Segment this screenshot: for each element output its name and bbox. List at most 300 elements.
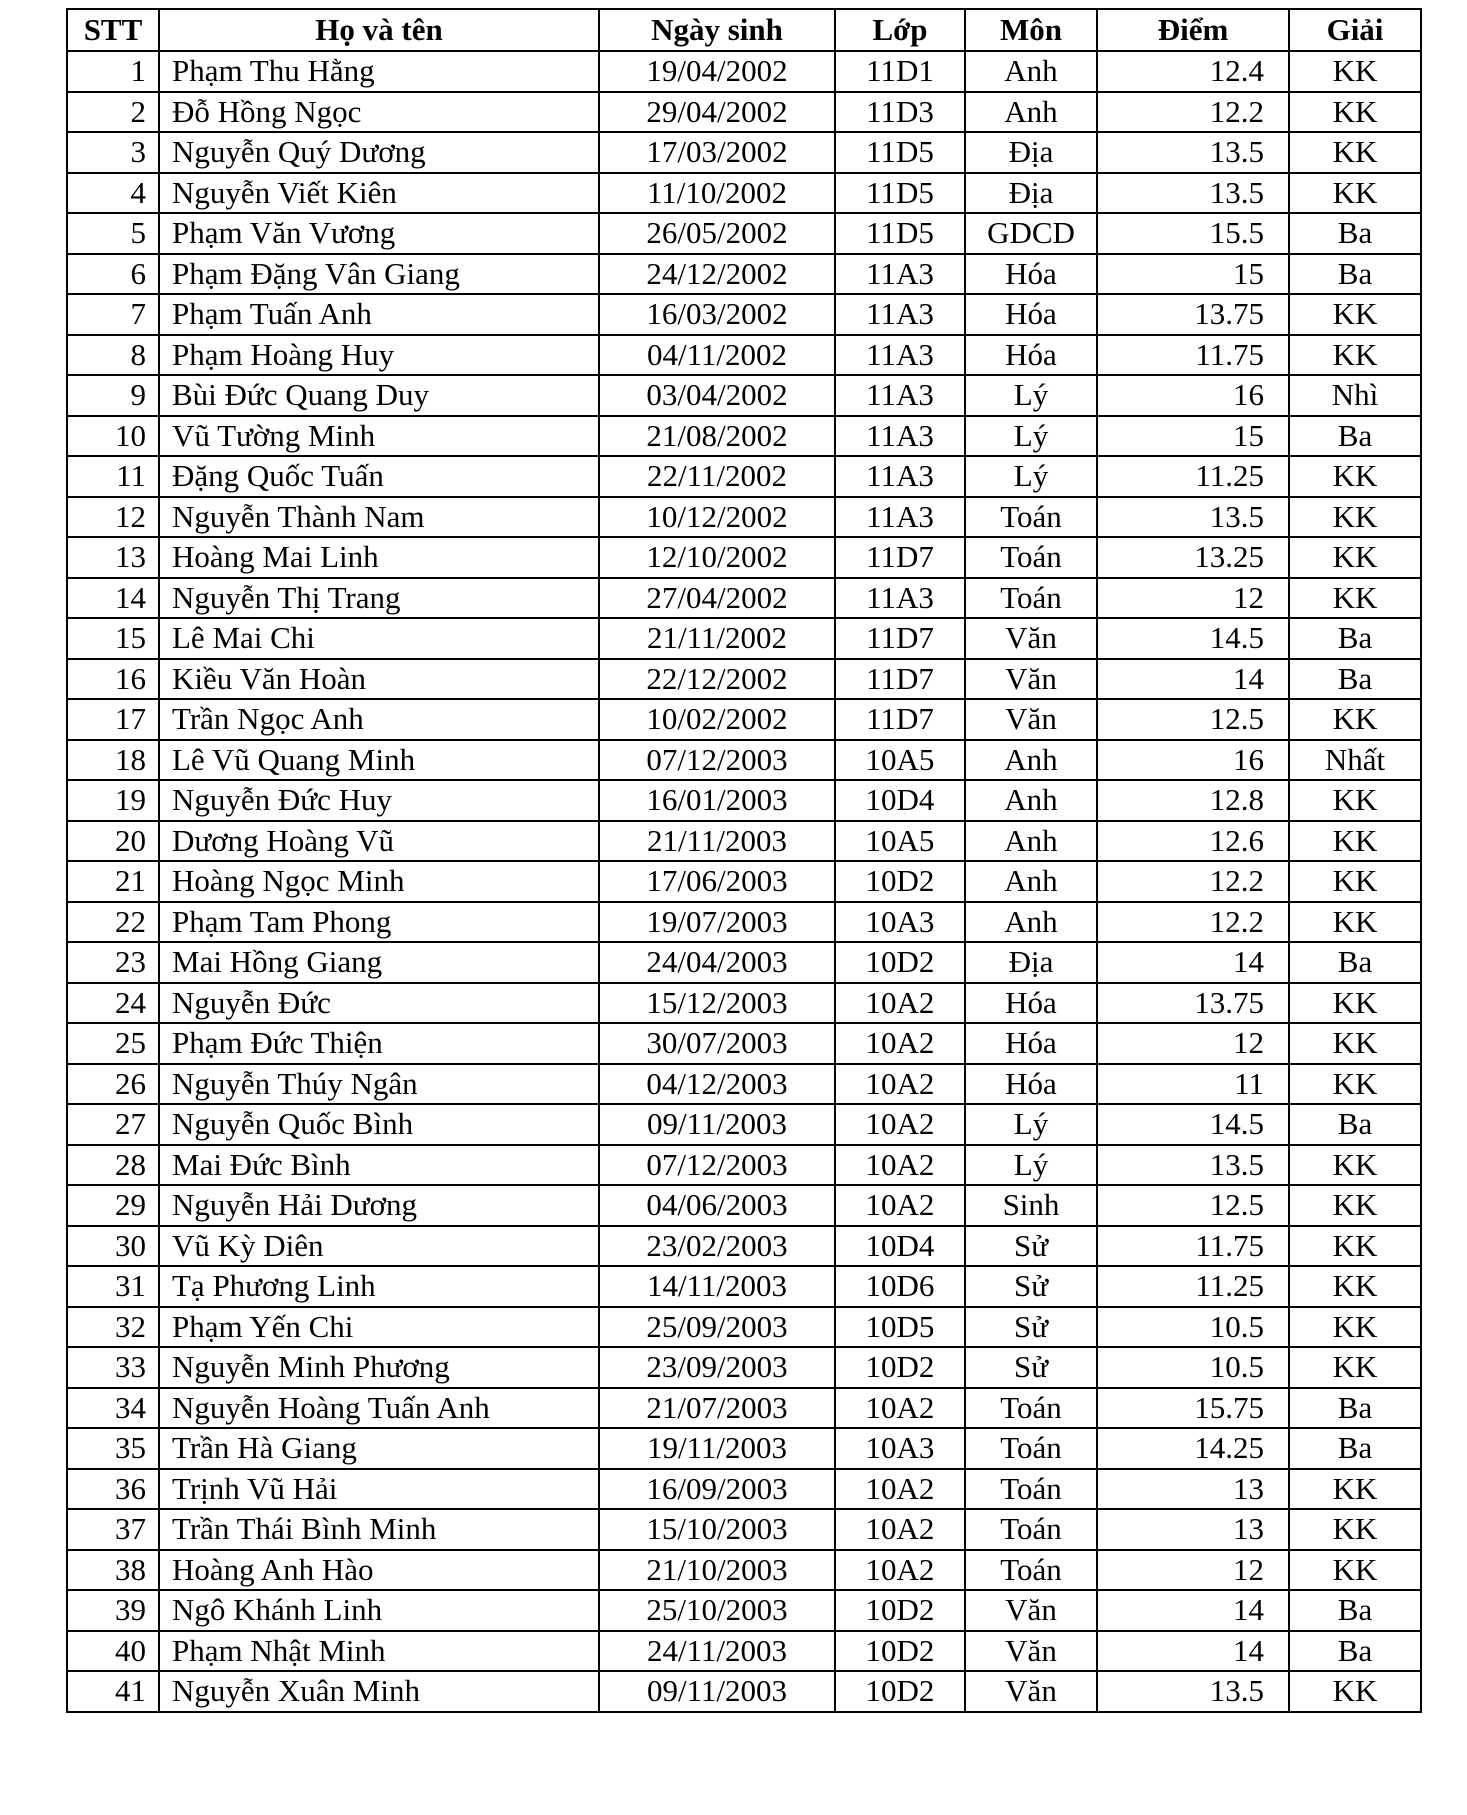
cell-prize: KK <box>1289 1550 1421 1591</box>
cell-prize: KK <box>1289 497 1421 538</box>
cell-prize: KK <box>1289 92 1421 133</box>
cell-subject: Văn <box>965 1590 1097 1631</box>
header-name: Họ và tên <box>159 9 599 51</box>
cell-score: 12.5 <box>1097 699 1289 740</box>
cell-name: Nguyễn Minh Phương <box>159 1347 599 1388</box>
cell-score: 15 <box>1097 254 1289 295</box>
cell-dob: 26/05/2002 <box>599 213 835 254</box>
table-row <box>67 537 1421 578</box>
cell-score: 14 <box>1097 659 1289 700</box>
cell-stt: 9 <box>67 375 159 416</box>
cell-name: Trần Thái Bình Minh <box>159 1509 599 1550</box>
cell-subject: GDCD <box>965 213 1097 254</box>
cell-prize: KK <box>1289 173 1421 214</box>
cell-prize: KK <box>1289 1064 1421 1105</box>
cell-score: 16 <box>1097 375 1289 416</box>
cell-class: 10A2 <box>835 1185 965 1226</box>
table-row <box>67 1671 1421 1712</box>
cell-subject: Lý <box>965 375 1097 416</box>
cell-stt: 17 <box>67 699 159 740</box>
cell-score: 11.25 <box>1097 456 1289 497</box>
cell-name: Trịnh Vũ Hải <box>159 1469 599 1510</box>
cell-prize: Ba <box>1289 1104 1421 1145</box>
cell-class: 10A2 <box>835 1509 965 1550</box>
cell-class: 10A5 <box>835 821 965 862</box>
cell-prize: KK <box>1289 1509 1421 1550</box>
cell-subject: Hóa <box>965 335 1097 376</box>
cell-name: Nguyễn Đức <box>159 983 599 1024</box>
cell-stt: 40 <box>67 1631 159 1672</box>
cell-class: 11A3 <box>835 335 965 376</box>
cell-name: Phạm Nhật Minh <box>159 1631 599 1672</box>
cell-score: 14 <box>1097 942 1289 983</box>
cell-prize: KK <box>1289 1347 1421 1388</box>
header-prize: Giải <box>1289 9 1421 51</box>
cell-stt: 38 <box>67 1550 159 1591</box>
cell-score: 11 <box>1097 1064 1289 1105</box>
cell-class: 11D7 <box>835 537 965 578</box>
table-row <box>67 1388 1421 1429</box>
cell-dob: 19/11/2003 <box>599 1428 835 1469</box>
cell-score: 12.8 <box>1097 780 1289 821</box>
cell-prize: KK <box>1289 1469 1421 1510</box>
cell-score: 12.2 <box>1097 902 1289 943</box>
cell-prize: KK <box>1289 578 1421 619</box>
cell-subject: Sử <box>965 1347 1097 1388</box>
cell-subject: Anh <box>965 780 1097 821</box>
cell-prize: Ba <box>1289 416 1421 457</box>
cell-name: Đặng Quốc Tuấn <box>159 456 599 497</box>
cell-name: Nguyễn Quốc Bình <box>159 1104 599 1145</box>
cell-stt: 11 <box>67 456 159 497</box>
cell-class: 11D3 <box>835 92 965 133</box>
cell-name: Phạm Đức Thiện <box>159 1023 599 1064</box>
cell-class: 10A2 <box>835 1145 965 1186</box>
cell-subject: Hóa <box>965 1064 1097 1105</box>
cell-dob: 04/12/2003 <box>599 1064 835 1105</box>
cell-subject: Anh <box>965 51 1097 92</box>
cell-class: 10A2 <box>835 1388 965 1429</box>
cell-score: 13.75 <box>1097 294 1289 335</box>
cell-subject: Toán <box>965 1469 1097 1510</box>
table-row <box>67 1307 1421 1348</box>
cell-class: 10A2 <box>835 983 965 1024</box>
cell-class: 10D4 <box>835 1226 965 1267</box>
cell-name: Hoàng Anh Hào <box>159 1550 599 1591</box>
table-row <box>67 780 1421 821</box>
header-class: Lớp <box>835 9 965 51</box>
cell-name: Phạm Thu Hằng <box>159 51 599 92</box>
cell-subject: Sử <box>965 1307 1097 1348</box>
cell-subject: Hóa <box>965 983 1097 1024</box>
cell-prize: Ba <box>1289 1631 1421 1672</box>
cell-dob: 15/12/2003 <box>599 983 835 1024</box>
cell-class: 11D1 <box>835 51 965 92</box>
table-row <box>67 1145 1421 1186</box>
table-row <box>67 1266 1421 1307</box>
cell-class: 11A3 <box>835 294 965 335</box>
table-row <box>67 983 1421 1024</box>
table-row <box>67 699 1421 740</box>
cell-subject: Lý <box>965 1104 1097 1145</box>
cell-dob: 09/11/2003 <box>599 1671 835 1712</box>
cell-score: 10.5 <box>1097 1307 1289 1348</box>
cell-name: Nguyễn Đức Huy <box>159 780 599 821</box>
cell-stt: 30 <box>67 1226 159 1267</box>
cell-stt: 26 <box>67 1064 159 1105</box>
cell-score: 14.25 <box>1097 1428 1289 1469</box>
cell-prize: KK <box>1289 699 1421 740</box>
cell-subject: Địa <box>965 942 1097 983</box>
table-row <box>67 1347 1421 1388</box>
cell-name: Đỗ Hồng Ngọc <box>159 92 599 133</box>
cell-prize: KK <box>1289 456 1421 497</box>
cell-dob: 10/12/2002 <box>599 497 835 538</box>
cell-subject: Văn <box>965 1671 1097 1712</box>
cell-stt: 21 <box>67 861 159 902</box>
cell-prize: KK <box>1289 335 1421 376</box>
cell-dob: 21/08/2002 <box>599 416 835 457</box>
cell-score: 14.5 <box>1097 618 1289 659</box>
cell-class: 11A3 <box>835 456 965 497</box>
cell-name: Nguyễn Thúy Ngân <box>159 1064 599 1105</box>
cell-prize: KK <box>1289 821 1421 862</box>
cell-score: 16 <box>1097 740 1289 781</box>
table-row <box>67 659 1421 700</box>
table-row <box>67 1590 1421 1631</box>
cell-stt: 33 <box>67 1347 159 1388</box>
cell-subject: Văn <box>965 618 1097 659</box>
cell-stt: 32 <box>67 1307 159 1348</box>
cell-stt: 1 <box>67 51 159 92</box>
cell-name: Trần Hà Giang <box>159 1428 599 1469</box>
cell-class: 11D5 <box>835 132 965 173</box>
cell-class: 10D2 <box>835 861 965 902</box>
header-row <box>67 9 1421 51</box>
table-row <box>67 375 1421 416</box>
cell-class: 11A3 <box>835 497 965 538</box>
cell-dob: 23/02/2003 <box>599 1226 835 1267</box>
cell-score: 12 <box>1097 1550 1289 1591</box>
cell-name: Phạm Đặng Vân Giang <box>159 254 599 295</box>
table-body <box>67 51 1421 1712</box>
cell-stt: 25 <box>67 1023 159 1064</box>
table-row <box>67 902 1421 943</box>
cell-score: 15 <box>1097 416 1289 457</box>
cell-dob: 25/10/2003 <box>599 1590 835 1631</box>
cell-dob: 19/07/2003 <box>599 902 835 943</box>
table-row <box>67 294 1421 335</box>
cell-class: 10D2 <box>835 1671 965 1712</box>
cell-name: Lê Vũ Quang Minh <box>159 740 599 781</box>
table-row <box>67 740 1421 781</box>
cell-class: 10D2 <box>835 1347 965 1388</box>
cell-score: 13.5 <box>1097 1145 1289 1186</box>
cell-score: 12.2 <box>1097 861 1289 902</box>
table-row <box>67 51 1421 92</box>
cell-stt: 14 <box>67 578 159 619</box>
table-row <box>67 497 1421 538</box>
cell-class: 10D2 <box>835 942 965 983</box>
cell-name: Bùi Đức Quang Duy <box>159 375 599 416</box>
cell-subject: Toán <box>965 497 1097 538</box>
cell-prize: KK <box>1289 1266 1421 1307</box>
cell-class: 10D4 <box>835 780 965 821</box>
cell-dob: 21/11/2003 <box>599 821 835 862</box>
cell-score: 12 <box>1097 578 1289 619</box>
cell-dob: 04/11/2002 <box>599 335 835 376</box>
cell-dob: 24/11/2003 <box>599 1631 835 1672</box>
cell-stt: 37 <box>67 1509 159 1550</box>
table-row <box>67 821 1421 862</box>
table-row <box>67 1509 1421 1550</box>
cell-subject: Hóa <box>965 254 1097 295</box>
cell-class: 11D7 <box>835 618 965 659</box>
cell-score: 13.75 <box>1097 983 1289 1024</box>
cell-name: Nguyễn Thành Nam <box>159 497 599 538</box>
cell-stt: 34 <box>67 1388 159 1429</box>
cell-prize: Ba <box>1289 213 1421 254</box>
cell-dob: 16/09/2003 <box>599 1469 835 1510</box>
cell-stt: 22 <box>67 902 159 943</box>
cell-stt: 23 <box>67 942 159 983</box>
cell-prize: Ba <box>1289 1428 1421 1469</box>
cell-stt: 20 <box>67 821 159 862</box>
cell-score: 12.4 <box>1097 51 1289 92</box>
cell-class: 11D5 <box>835 213 965 254</box>
cell-stt: 15 <box>67 618 159 659</box>
cell-dob: 14/11/2003 <box>599 1266 835 1307</box>
cell-prize: Ba <box>1289 618 1421 659</box>
cell-stt: 18 <box>67 740 159 781</box>
cell-dob: 23/09/2003 <box>599 1347 835 1388</box>
cell-dob: 12/10/2002 <box>599 537 835 578</box>
cell-stt: 29 <box>67 1185 159 1226</box>
cell-dob: 03/04/2002 <box>599 375 835 416</box>
table-row <box>67 254 1421 295</box>
table-row <box>67 861 1421 902</box>
cell-class: 10A2 <box>835 1023 965 1064</box>
cell-dob: 21/10/2003 <box>599 1550 835 1591</box>
cell-class: 11D7 <box>835 699 965 740</box>
cell-prize: KK <box>1289 1307 1421 1348</box>
cell-score: 14 <box>1097 1631 1289 1672</box>
cell-dob: 17/06/2003 <box>599 861 835 902</box>
cell-prize: KK <box>1289 1226 1421 1267</box>
cell-stt: 31 <box>67 1266 159 1307</box>
cell-class: 11A3 <box>835 578 965 619</box>
cell-stt: 36 <box>67 1469 159 1510</box>
cell-name: Tạ Phương Linh <box>159 1266 599 1307</box>
cell-name: Nguyễn Viết Kiên <box>159 173 599 214</box>
cell-subject: Toán <box>965 537 1097 578</box>
cell-subject: Lý <box>965 416 1097 457</box>
cell-stt: 13 <box>67 537 159 578</box>
cell-name: Ngô Khánh Linh <box>159 1590 599 1631</box>
cell-stt: 39 <box>67 1590 159 1631</box>
cell-subject: Lý <box>965 1145 1097 1186</box>
header-dob: Ngày sinh <box>599 9 835 51</box>
table-row <box>67 213 1421 254</box>
cell-name: Trần Ngọc Anh <box>159 699 599 740</box>
cell-name: Nguyễn Xuân Minh <box>159 1671 599 1712</box>
cell-prize: KK <box>1289 1185 1421 1226</box>
cell-subject: Địa <box>965 173 1097 214</box>
cell-class: 10A2 <box>835 1064 965 1105</box>
cell-prize: KK <box>1289 537 1421 578</box>
cell-prize: KK <box>1289 861 1421 902</box>
cell-stt: 27 <box>67 1104 159 1145</box>
cell-dob: 15/10/2003 <box>599 1509 835 1550</box>
cell-dob: 24/12/2002 <box>599 254 835 295</box>
cell-prize: KK <box>1289 132 1421 173</box>
cell-score: 11.75 <box>1097 335 1289 376</box>
table-row <box>67 1428 1421 1469</box>
cell-stt: 35 <box>67 1428 159 1469</box>
cell-stt: 10 <box>67 416 159 457</box>
table-row <box>67 1631 1421 1672</box>
cell-dob: 07/12/2003 <box>599 1145 835 1186</box>
cell-dob: 21/07/2003 <box>599 1388 835 1429</box>
cell-subject: Hóa <box>965 294 1097 335</box>
cell-score: 13.5 <box>1097 173 1289 214</box>
cell-subject: Địa <box>965 132 1097 173</box>
cell-score: 12.2 <box>1097 92 1289 133</box>
cell-class: 10D5 <box>835 1307 965 1348</box>
cell-subject: Lý <box>965 456 1097 497</box>
table-row <box>67 1104 1421 1145</box>
table-row <box>67 1469 1421 1510</box>
cell-subject: Anh <box>965 902 1097 943</box>
cell-prize: Ba <box>1289 1388 1421 1429</box>
cell-name: Nguyễn Hải Dương <box>159 1185 599 1226</box>
cell-class: 10D6 <box>835 1266 965 1307</box>
cell-stt: 16 <box>67 659 159 700</box>
cell-score: 12.5 <box>1097 1185 1289 1226</box>
cell-name: Mai Đức Bình <box>159 1145 599 1186</box>
table-row <box>67 578 1421 619</box>
header-stt: STT <box>67 9 159 51</box>
cell-score: 13 <box>1097 1509 1289 1550</box>
cell-score: 11.25 <box>1097 1266 1289 1307</box>
cell-name: Phạm Yến Chi <box>159 1307 599 1348</box>
cell-stt: 24 <box>67 983 159 1024</box>
table-row <box>67 942 1421 983</box>
cell-score: 13.5 <box>1097 1671 1289 1712</box>
cell-class: 10A3 <box>835 902 965 943</box>
cell-dob: 17/03/2002 <box>599 132 835 173</box>
cell-dob: 16/01/2003 <box>599 780 835 821</box>
cell-subject: Sử <box>965 1226 1097 1267</box>
cell-subject: Hóa <box>965 1023 1097 1064</box>
table-row <box>67 456 1421 497</box>
table-row <box>67 1185 1421 1226</box>
cell-subject: Toán <box>965 1388 1097 1429</box>
table-row <box>67 132 1421 173</box>
cell-class: 10A2 <box>835 1469 965 1510</box>
cell-name: Nguyễn Thị Trang <box>159 578 599 619</box>
cell-score: 13.5 <box>1097 132 1289 173</box>
table-header <box>67 9 1421 51</box>
cell-name: Hoàng Mai Linh <box>159 537 599 578</box>
cell-name: Phạm Tam Phong <box>159 902 599 943</box>
cell-score: 12.6 <box>1097 821 1289 862</box>
table-row <box>67 1550 1421 1591</box>
header-subject: Môn <box>965 9 1097 51</box>
cell-stt: 7 <box>67 294 159 335</box>
cell-score: 14 <box>1097 1590 1289 1631</box>
cell-dob: 19/04/2002 <box>599 51 835 92</box>
table-row <box>67 618 1421 659</box>
cell-stt: 3 <box>67 132 159 173</box>
cell-subject: Anh <box>965 92 1097 133</box>
cell-dob: 16/03/2002 <box>599 294 835 335</box>
cell-name: Phạm Văn Vương <box>159 213 599 254</box>
cell-score: 13.5 <box>1097 497 1289 538</box>
cell-class: 10A2 <box>835 1550 965 1591</box>
cell-stt: 28 <box>67 1145 159 1186</box>
cell-prize: Ba <box>1289 1590 1421 1631</box>
cell-stt: 5 <box>67 213 159 254</box>
cell-class: 11A3 <box>835 375 965 416</box>
cell-subject: Văn <box>965 699 1097 740</box>
cell-class: 10A5 <box>835 740 965 781</box>
table-row <box>67 416 1421 457</box>
cell-prize: Nhì <box>1289 375 1421 416</box>
cell-name: Hoàng Ngọc Minh <box>159 861 599 902</box>
cell-class: 11A3 <box>835 254 965 295</box>
cell-score: 11.75 <box>1097 1226 1289 1267</box>
cell-score: 14.5 <box>1097 1104 1289 1145</box>
cell-stt: 8 <box>67 335 159 376</box>
cell-subject: Anh <box>965 740 1097 781</box>
cell-score: 15.5 <box>1097 213 1289 254</box>
cell-name: Phạm Tuấn Anh <box>159 294 599 335</box>
cell-dob: 29/04/2002 <box>599 92 835 133</box>
cell-name: Kiều Văn Hoàn <box>159 659 599 700</box>
cell-name: Dương Hoàng Vũ <box>159 821 599 862</box>
cell-subject: Toán <box>965 1509 1097 1550</box>
table-row <box>67 92 1421 133</box>
header-score: Điểm <box>1097 9 1289 51</box>
cell-dob: 25/09/2003 <box>599 1307 835 1348</box>
cell-subject: Văn <box>965 1631 1097 1672</box>
cell-subject: Toán <box>965 578 1097 619</box>
cell-prize: KK <box>1289 294 1421 335</box>
table-row <box>67 1064 1421 1105</box>
cell-dob: 22/12/2002 <box>599 659 835 700</box>
results-table <box>66 8 1422 1713</box>
cell-prize: Nhất <box>1289 740 1421 781</box>
cell-name: Mai Hồng Giang <box>159 942 599 983</box>
cell-subject: Sinh <box>965 1185 1097 1226</box>
cell-subject: Toán <box>965 1550 1097 1591</box>
cell-dob: 30/07/2003 <box>599 1023 835 1064</box>
cell-prize: KK <box>1289 902 1421 943</box>
cell-class: 10D2 <box>835 1631 965 1672</box>
cell-score: 13 <box>1097 1469 1289 1510</box>
cell-dob: 10/02/2002 <box>599 699 835 740</box>
table-row <box>67 1023 1421 1064</box>
cell-prize: Ba <box>1289 659 1421 700</box>
cell-class: 10D2 <box>835 1590 965 1631</box>
cell-name: Lê Mai Chi <box>159 618 599 659</box>
table-row <box>67 173 1421 214</box>
cell-stt: 4 <box>67 173 159 214</box>
cell-prize: Ba <box>1289 942 1421 983</box>
cell-class: 10A2 <box>835 1104 965 1145</box>
cell-dob: 24/04/2003 <box>599 942 835 983</box>
